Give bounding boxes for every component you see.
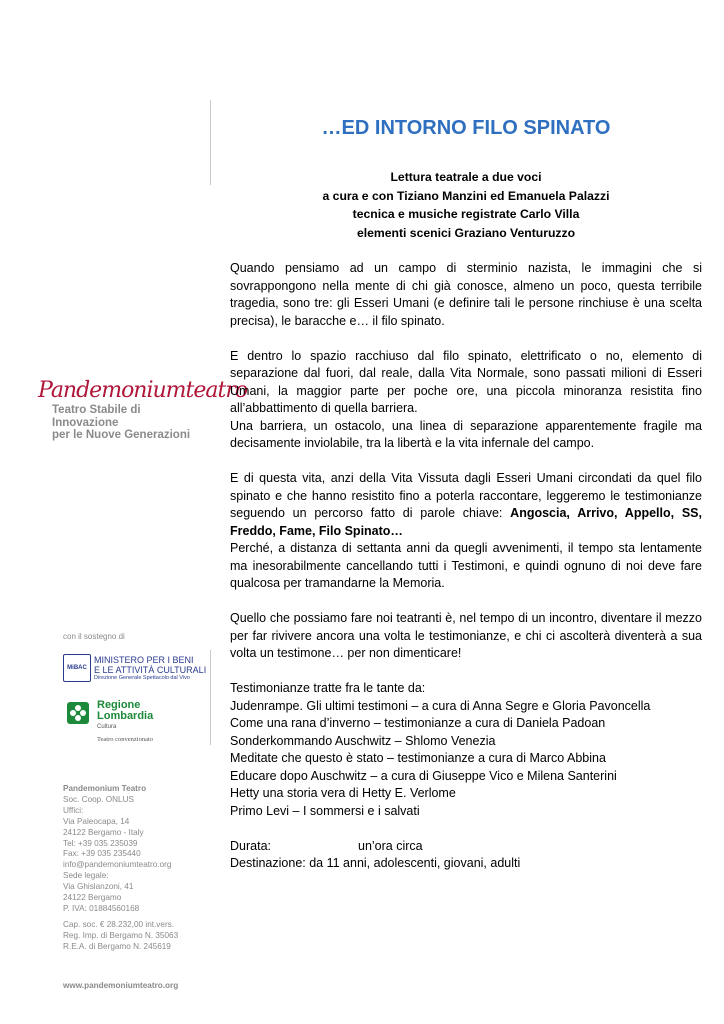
- mibac-icon: MiBAC: [63, 654, 91, 682]
- register-number: Reg. Imp. di Bergamo N. 35063: [63, 930, 179, 940]
- support-label: con il sostegno di: [63, 632, 125, 641]
- lombardia-line-1: Regione: [97, 699, 141, 711]
- duration-label: Durata:: [230, 838, 271, 853]
- credit-line: tecnica e musiche registrate Carlo Villa: [352, 207, 580, 221]
- paragraph-separation: Una barriera, un ostacolo, una linea di separazione apparentemente fragile ma decisamente inviolabile, tra la libertà e la vita infernale del campo.: [230, 418, 702, 450]
- testimonies-heading: Testimonianze tratte fra le tante da:: [230, 681, 426, 695]
- keywords: Angoscia, Arrivo, Appello, SS, Freddo, Fame, Filo Spinato…: [230, 506, 702, 538]
- destination-label: Destinazione:: [230, 856, 306, 870]
- lombardia-rose-icon: [67, 702, 89, 724]
- share-capital: Cap. soc. € 28.232,00 int.vers.: [63, 919, 175, 929]
- office-address-1: Via Paleocapa, 14: [63, 816, 130, 826]
- credit-line: a cura e con Tiziano Manzini ed Emanuela Palazzi: [322, 188, 610, 203]
- list-item: Meditate che questo è stato – testimonianze a cura di Marco Abbina: [230, 751, 606, 765]
- mibac-logo: [63, 654, 213, 682]
- legal-address-2: 24122 Bergamo: [63, 893, 122, 903]
- office-email: info@pandemoniumteatro.org: [63, 860, 172, 870]
- rea-number: R.E.A. di Bergamo N. 245619: [63, 941, 171, 951]
- mibac-line-2: E LE ATTIVITÀ CULTURALI: [94, 665, 207, 675]
- regione-lombardia-logo: [67, 700, 217, 750]
- paragraph-intro: Quando pensiamo ad un campo di sterminio nazista, le immagini che si sovrappongono nella mente di chi già conosce, almeno un poco, questa terribile tragedia, sono tre: gli Esseri Umani (e definire tali le persone rinchiuse è una scelta precisa), le baracche e… il filo spinato.: [230, 261, 702, 328]
- paragraph-closing: Quello che possiamo fare noi teatranti è, nel tempo di un incontro, diventare il mezzo per far rivivere ancora una volta le testimonianze, e chi ci ascolterà diventerà a sua volta un testimone… per non dimenticare!: [230, 611, 702, 660]
- office-tel: Tel: +39 035 235039: [63, 838, 138, 848]
- list-item: Hetty una storia vera di Hetty E. Verlome: [230, 786, 456, 800]
- logo-subtitle-2: per le Nuove Generazioni: [52, 429, 191, 441]
- logo-wordmark: Pandemoniumteatro: [38, 378, 248, 403]
- mibac-line-1: MINISTERO PER I BENI: [94, 655, 194, 665]
- company-info: [63, 784, 178, 953]
- credit-line: elementi scenici Graziano Venturuzzo: [356, 225, 576, 240]
- lombardia-line-2: Lombardia: [97, 710, 154, 722]
- lombardia-cultura: Cultura: [97, 724, 117, 730]
- body-text: [230, 260, 702, 873]
- duration-row: [230, 838, 702, 856]
- destination-value: da 11 anni, adolescenti, giovani, adulti: [305, 856, 521, 870]
- list-item: Judenrampe. Gli ultimi testimoni – a cura di Anna Segre e Gloria Pavoncella: [230, 698, 651, 713]
- paragraph-testimonies: [230, 470, 702, 540]
- credits-block: [230, 168, 702, 242]
- website-link[interactable]: www.pandemoniumteatro.org: [63, 981, 179, 990]
- divider-top: [210, 100, 211, 185]
- credit-line: Lettura teatrale a due voci: [390, 170, 542, 184]
- legal-address-1: Via Ghislanzoni, 41: [63, 882, 134, 892]
- list-item: Primo Levi – I sommersi e i salvati: [230, 803, 420, 818]
- duration-value: un’ora circa: [358, 838, 423, 853]
- list-item: Sonderkommando Auschwitz – Shlomo Venezia: [230, 733, 496, 748]
- office-fax: Fax: +39 035 235440: [63, 849, 141, 859]
- paragraph-barrier: E dentro lo spazio racchiuso dal filo spinato, elettrificato o no, elemento di separazione dal fuori, dal reale, dalla Vita Normale, sono passati milioni di Esseri Umani, la maggior parte per poche ore, una piccola minoranza resistita fino all’abbattimento di quella barriera.: [230, 348, 702, 415]
- page-title: …ED INTORNO FILO SPINATO: [321, 117, 611, 139]
- legal-label: Sede legale:: [63, 871, 109, 881]
- list-item: Educare dopo Auschwitz – a cura di Giuseppe Vico e Milena Santerini: [230, 768, 617, 783]
- paragraph-memory: Perché, a distanza di settanta anni da quegli avvenimenti, il tempo sta lentamente ma inesorabilmente cancellando tutti i Testimoni, e quindi ognuno di noi deve fare qualcosa per tramandarne la Memoria.: [230, 541, 702, 590]
- company-name: Pandemonium Teatro: [63, 784, 147, 793]
- pandemonium-logo: [38, 378, 248, 442]
- paragraph-testimonies-text: E di questa vita, anzi della Vita Vissuta dagli Esseri Umani circondati da quel filo spinato e che hanno resistito fino a poterla raccontare, leggeremo le testimonianze seguendo un percorso fatto di parole chiave:: [230, 471, 702, 520]
- offices-label: Uffici:: [63, 805, 84, 815]
- teatro-convenzionato: Teatro convenzionato: [97, 736, 154, 743]
- destination-row: [230, 855, 702, 873]
- testimonies-list: [230, 680, 702, 820]
- vat-number: P. IVA: 01884560168: [63, 903, 140, 913]
- mibac-line-3: Direzione Generale Spettacolo dal Vivo: [94, 675, 190, 681]
- office-address-2: 24122 Bergamo - Italy: [63, 827, 144, 837]
- logo-subtitle-1: Teatro Stabile di Innovazione: [52, 404, 141, 429]
- company-type: Soc. Coop. ONLUS: [63, 794, 134, 804]
- list-item: Come una rana d’inverno – testimonianze a cura di Daniela Padoan: [230, 716, 606, 730]
